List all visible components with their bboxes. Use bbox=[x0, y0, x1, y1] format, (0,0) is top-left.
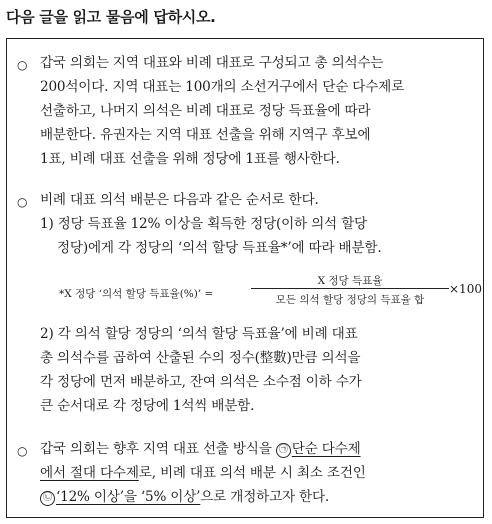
question-prompt: 다음 글을 읽고 물음에 답하시오. bbox=[6, 8, 216, 26]
line-text: 로, 비례 대표 의석 배분 시 최소 조건인 bbox=[138, 465, 366, 481]
underlined-text-a-cont: 에서 절대 다수제 bbox=[40, 465, 139, 481]
passage-box bbox=[6, 38, 484, 518]
formula-multiplier: ×100 bbox=[449, 282, 482, 296]
paragraph-line: 갑국 의회는 지역 대표와 비례 대표로 구성되고 총 의석수는 bbox=[40, 55, 384, 71]
paragraph-line: 200석이다. 지역 대표는 100개의 소선거구에서 단순 다수제로 bbox=[40, 79, 405, 95]
marker-b-icon: ㉡ bbox=[40, 491, 55, 506]
bullet-icon: ○ bbox=[17, 195, 28, 209]
paragraph-line bbox=[40, 487, 329, 507]
line-text: 갑국 의회는 향후 지역 대표 선출 방식을 bbox=[40, 441, 272, 457]
line-text: 으로 개정하고자 한다. bbox=[200, 489, 330, 505]
paragraph-line bbox=[40, 439, 361, 459]
formula-numerator: X 정당 득표율 bbox=[317, 275, 383, 287]
paragraph-line bbox=[40, 463, 366, 483]
step-2-line: 총 의석수를 곱하여 산출된 수의 정수(整數)만큼 의석을 bbox=[40, 350, 361, 366]
paragraph-line: 1표, 비례 대표 선출을 위해 정당에 1표를 행사한다. bbox=[40, 151, 340, 167]
bullet-icon: ○ bbox=[17, 58, 28, 72]
step-1-line: 1) 정당 득표율 12% 이상을 획득한 정당(이하 의석 할당 bbox=[40, 216, 367, 232]
fraction-bar bbox=[251, 288, 449, 289]
step-2-line: 각 정당에 먼저 배분하고, 잔여 의석은 소수점 이하 수가 bbox=[40, 374, 362, 390]
bullet-icon: ○ bbox=[17, 444, 28, 458]
underlined-text-a: 단순 다수제 bbox=[291, 441, 361, 457]
formula-denominator: 모든 의석 할당 정당의 득표율 합 bbox=[275, 294, 425, 306]
paragraph-line: 선출하고, 나머지 의석은 비례 대표로 정당 득표율에 따라 bbox=[40, 103, 371, 119]
step-2-line: 2) 각 의석 할당 정당의 ‘의석 할당 득표율’에 비례 대표 bbox=[40, 326, 358, 342]
paragraph-line: 배분한다. 유권자는 지역 대표 선출을 위해 지역구 후보에 bbox=[40, 127, 371, 143]
underlined-text-b: ‘12% 이상’을 ‘5% 이상’ bbox=[56, 489, 201, 505]
paragraph-intro: 비례 대표 의석 배분은 다음과 같은 순서로 한다. bbox=[40, 192, 319, 208]
formula-lhs: *X 정당 ‘의석 할당 득표율(%)’ = bbox=[59, 288, 214, 300]
step-1-line: 정당)에게 각 정당의 ‘의석 할당 득표율*’에 따라 배분함. bbox=[57, 240, 382, 256]
step-2-line: 큰 순서대로 각 정당에 1석씩 배분함. bbox=[40, 398, 255, 414]
marker-a-icon: ㉠ bbox=[276, 443, 291, 458]
